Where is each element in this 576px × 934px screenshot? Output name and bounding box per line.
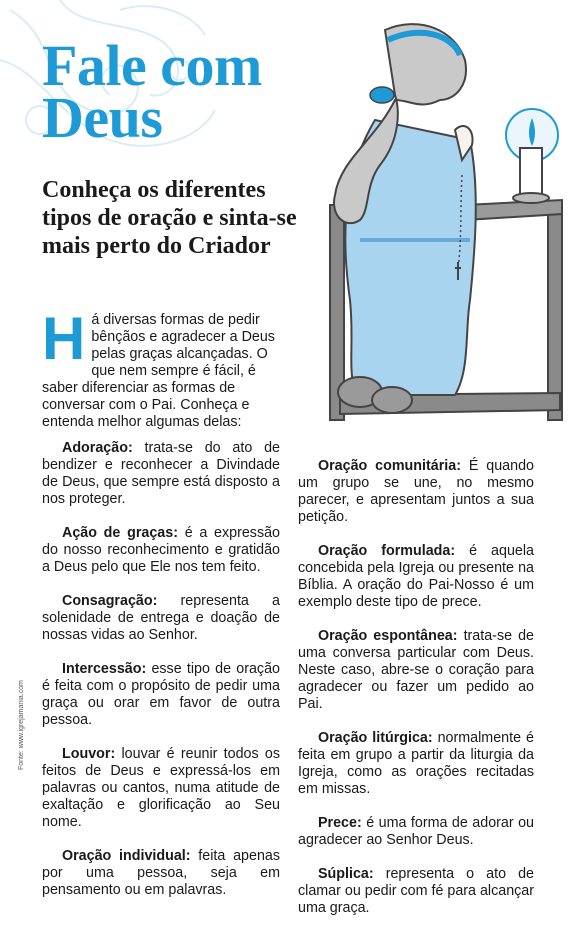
entry-text: louvar é reunir todos os feitos de Deus e expressá-los em palavras ou cantos, numa atitude de exaltação e glorificação ao Seu nome. <box>42 746 281 830</box>
entry-text: é a expressão do nosso reconhecimento e gratidão a Deus pelo que Ele nos tem feito. <box>42 525 280 575</box>
right-column <box>298 458 534 934</box>
entry-oracao-comunitaria <box>298 458 534 526</box>
page-subtitle <box>42 176 342 260</box>
candle <box>506 109 558 203</box>
entry-term: Louvor: <box>62 746 116 762</box>
entry-term: Oração comunitária: <box>318 458 461 474</box>
entry-term: Oração litúrgica: <box>318 730 433 746</box>
entry-prece <box>298 815 534 849</box>
source-credit: Fonte: www.igrejamania.com <box>18 680 25 770</box>
entry-oracao-individual <box>42 848 280 899</box>
entry-suplica <box>298 866 534 917</box>
entry-text: trata-se do ato de bendizer e reconhecer a Divindade de Deus, que sempre está disposto a nos proteger. <box>42 440 280 507</box>
entry-oracao-espontanea <box>298 628 534 713</box>
entry-text: normalmente é feita em grupo a partir da liturgia da Igreja, como as orações recitadas em missas. <box>298 730 534 797</box>
entry-adoracao <box>42 440 280 508</box>
entry-term: Intercessão: <box>62 661 147 677</box>
page-title <box>42 33 262 150</box>
entry-oracao-formulada <box>298 543 534 611</box>
entry-term: Ação de graças: <box>62 525 178 541</box>
intro-text: á diversas formas de pedir bênçãos e agradecer a Deus pelas graças alcançadas. O que nem sempre é fácil, é saber diferenciar as formas de conversar com o Pai. Conheça e entenda melhor algumas delas: <box>42 312 275 430</box>
entry-term: Consagração: <box>62 593 158 609</box>
entry-text: É quando um grupo se une, no mesmo parecer, e apresentam juntos a sua petição. <box>298 458 534 525</box>
entry-text: feita apenas por uma pessoa, seja em pensamento ou em palavras. <box>42 848 280 898</box>
entry-intercessao <box>42 661 280 729</box>
subtitle-line-3: mais perto do Criador <box>42 233 271 259</box>
entry-text: representa o ato de clamar ou pedir com fé para alcançar uma graça. <box>298 866 535 916</box>
subtitle-line-2: tipos de oração e sinta-se <box>42 205 297 231</box>
entry-text: esse tipo de oração é feita com o propósito de pedir uma graça ou orar em favor de outra pessoa. <box>42 661 280 728</box>
entry-term: Oração individual: <box>62 848 191 864</box>
title-line-2: Deus <box>42 85 163 150</box>
entry-term: Adoração: <box>62 440 133 456</box>
entry-term: Prece: <box>318 815 362 831</box>
entry-text: trata-se de uma conversa particular com Deus. Neste caso, abre-se o coração para agradecer ou fazer um pedido ao Pai. <box>298 628 534 712</box>
entry-term: Súplica: <box>318 866 374 882</box>
intro-paragraph <box>42 305 280 431</box>
entry-text: representa a solenidade de entrega e doação de nossas vidas ao Senhor. <box>42 593 280 643</box>
entry-oracao-liturgica <box>298 730 534 798</box>
entry-term: Oração formulada: <box>318 543 456 559</box>
entry-acao-de-gracas <box>42 525 280 576</box>
subtitle-line-1: Conheça os diferentes <box>42 177 266 203</box>
left-column <box>42 440 280 916</box>
entry-term: Oração espontânea: <box>318 628 458 644</box>
title-line-1: Fale com <box>42 33 262 98</box>
drop-cap: H <box>42 305 86 372</box>
entry-text: é aquela concebida pela Igreja ou presente na Bíblia. A oração do Pai-Nosso é um exemplo deste tipo de prece. <box>298 543 534 610</box>
entry-consagracao <box>42 593 280 644</box>
entry-text: é uma forma de adorar ou agradecer ao Senhor Deus. <box>298 815 534 848</box>
entry-louvor <box>42 746 280 831</box>
